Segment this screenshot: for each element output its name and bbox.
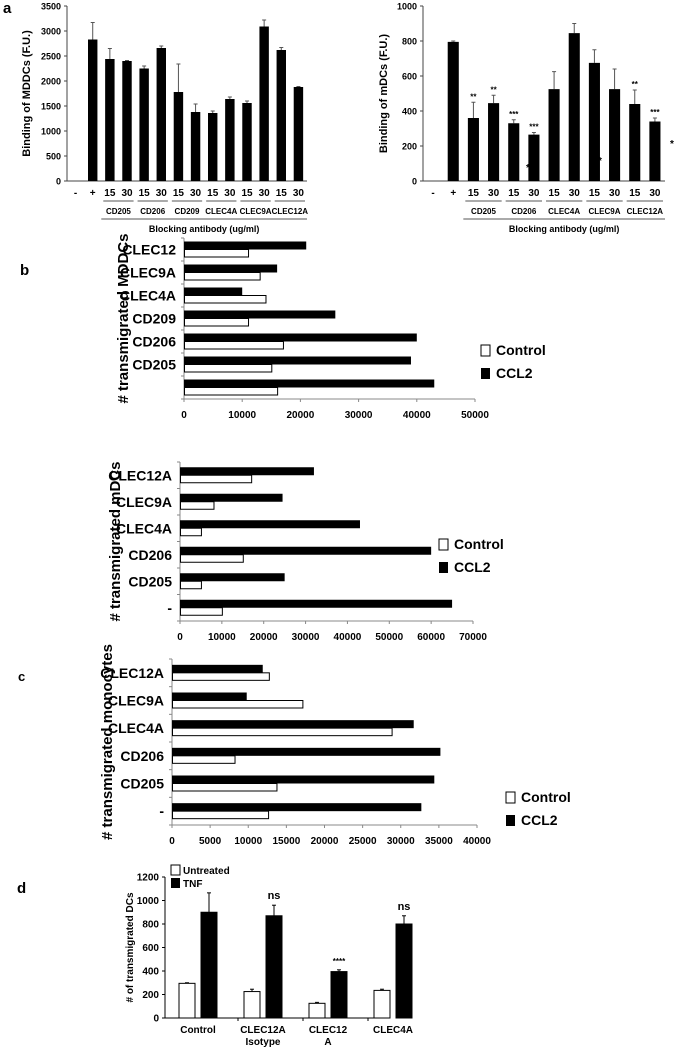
- category-label: CLEC9A: [119, 264, 176, 281]
- category-label: CLEC12A: [240, 1025, 286, 1036]
- bar-tnf: [396, 924, 412, 1018]
- bar: [609, 89, 620, 181]
- bar: [649, 122, 660, 182]
- bar: [277, 50, 286, 181]
- panel-letter-b: b: [20, 262, 30, 279]
- legend-label-ccl2: CCL2: [454, 559, 491, 575]
- category-label: -: [167, 599, 172, 616]
- x-tick-label: 15: [467, 188, 479, 199]
- legend-label-untreated: Untreated: [183, 866, 230, 877]
- x-tick-label: 5000: [199, 836, 222, 847]
- bar-ccl2: [180, 467, 314, 475]
- bar-ccl2: [172, 720, 414, 728]
- bar-ccl2: [180, 573, 285, 581]
- category-label: CD209: [132, 310, 176, 327]
- bar: [528, 135, 539, 181]
- legend-swatch-untreated: [171, 865, 180, 875]
- bar-ccl2: [172, 776, 434, 784]
- legend-swatch-tnf: [171, 878, 180, 888]
- bar-ccl2: [172, 693, 247, 701]
- stray-asterisk: *: [598, 156, 602, 167]
- x-tick-label: 30: [609, 188, 621, 199]
- x-tick-label: 30: [121, 188, 133, 199]
- y-tick-label: 200: [401, 141, 417, 152]
- x-tick-label: 30: [224, 188, 236, 199]
- x-tick-label: +: [450, 188, 457, 199]
- x-tick-label: 10000: [228, 410, 257, 421]
- y-tick-label: 0: [153, 1013, 159, 1025]
- bar-control: [185, 250, 249, 258]
- group-label: CLEC12A: [271, 207, 309, 216]
- y-axis-title: # transmigrated mDCs: [107, 461, 124, 622]
- bar-control: [181, 581, 202, 589]
- y-tick-label: 1500: [40, 101, 61, 112]
- bar: [88, 40, 97, 182]
- x-tick-label: 10000: [234, 836, 263, 847]
- group-label: CD205: [105, 207, 131, 216]
- bar-ccl2: [172, 748, 440, 756]
- bar-control: [173, 728, 393, 736]
- y-tick-label: 500: [45, 151, 61, 162]
- x-tick-label: 25000: [348, 836, 377, 847]
- bar: [225, 99, 234, 181]
- group-label: CD209: [174, 207, 200, 216]
- bar-ccl2: [184, 265, 277, 273]
- category-label: CLEC4A: [119, 287, 176, 304]
- group-label: CLEC4A: [205, 207, 238, 216]
- bar-tnf: [266, 916, 282, 1018]
- group-label: CLEC9A: [239, 207, 272, 216]
- y-axis-title: # transmigrated monocytes: [99, 644, 116, 840]
- bar-ccl2: [180, 520, 360, 528]
- category-label: CD206: [128, 546, 172, 563]
- x-tick-label: 30: [568, 188, 580, 199]
- category-label: CLEC12A: [108, 467, 172, 484]
- x-tick-label: 30: [649, 188, 661, 199]
- x-tick-label: 30: [258, 188, 270, 199]
- significance-label: ***: [509, 109, 519, 119]
- bar-ccl2: [184, 380, 434, 388]
- legend-swatch-control: [439, 539, 448, 550]
- x-tick-label: 40000: [463, 836, 491, 847]
- significance-label: **: [490, 85, 497, 95]
- bar-tnf: [201, 912, 217, 1018]
- bar-ccl2: [184, 242, 306, 250]
- x-tick-label: 0: [169, 836, 175, 847]
- y-tick-label: 400: [401, 106, 417, 117]
- bar-control: [173, 784, 277, 792]
- significance-label: ****: [332, 956, 346, 966]
- y-tick-label: 800: [401, 36, 417, 47]
- group-label: CD205: [471, 207, 496, 216]
- x-tick-label: 30000: [344, 410, 373, 421]
- x-tick-label: 20000: [310, 836, 339, 847]
- x-tick-label: 20000: [286, 410, 315, 421]
- x-tick-label: 70000: [459, 632, 487, 643]
- x-tick-label: 15: [629, 188, 641, 199]
- bar-control: [185, 342, 284, 350]
- bar: [208, 113, 217, 181]
- bar: [629, 104, 640, 181]
- bar-untreated: [374, 990, 390, 1018]
- bar: [105, 59, 114, 181]
- x-tick-label: -: [73, 188, 78, 199]
- x-tick-label: 15: [207, 188, 219, 199]
- bar-control: [181, 608, 223, 616]
- bar-control: [173, 756, 236, 764]
- x-tick-label: 30: [488, 188, 500, 199]
- x-tick-label: 0: [177, 632, 183, 643]
- bar: [174, 92, 183, 181]
- bar-ccl2: [184, 357, 411, 365]
- bar-control: [185, 319, 249, 327]
- y-axis-title: Binding of mDCs (F.U.): [378, 33, 390, 154]
- bar-ccl2: [172, 665, 263, 673]
- legend-label-control: Control: [496, 342, 546, 358]
- bar-ccl2: [180, 547, 431, 555]
- x-tick-label: 20000: [249, 632, 278, 643]
- stray-asterisk: *: [670, 139, 674, 150]
- x-tick-label: 35000: [424, 836, 453, 847]
- legend-swatch-control: [481, 345, 490, 356]
- chart-transmigrated-mddcs: [0, 233, 620, 440]
- y-axis-title: Binding of MDDCs (F.U.): [21, 30, 33, 157]
- x-axis-title: Blocking antibody (ug/ml): [508, 224, 620, 234]
- bar-control: [173, 701, 303, 709]
- bar-control: [185, 273, 261, 281]
- category-label: A: [324, 1037, 332, 1048]
- bar-control: [185, 365, 272, 373]
- bar-untreated: [179, 983, 195, 1018]
- bar: [242, 103, 251, 181]
- category-label: CLEC12: [122, 241, 176, 258]
- bar-ccl2: [180, 494, 283, 502]
- x-tick-label: 30: [528, 188, 540, 199]
- category-label: CD205: [120, 775, 164, 792]
- panel-letter-a: a: [3, 0, 12, 17]
- significance-label: **: [631, 80, 638, 89]
- bar-untreated: [309, 1003, 325, 1018]
- x-tick-label: 15000: [272, 836, 301, 847]
- group-label: CD206: [511, 207, 537, 216]
- x-tick-label: 15: [172, 188, 184, 199]
- x-tick-label: 15: [138, 188, 150, 199]
- y-tick-label: 800: [142, 919, 159, 931]
- chart-mddc-binding: [0, 0, 340, 234]
- group-label: CLEC9A: [588, 207, 621, 216]
- y-tick-label: 3000: [40, 26, 61, 37]
- bar: [259, 27, 268, 182]
- bar-control: [185, 388, 278, 396]
- bar-tnf: [331, 972, 347, 1018]
- chart-transmigrated-dcs: [0, 860, 414, 1049]
- x-tick-label: 40000: [333, 632, 362, 643]
- category-label: CLEC4A: [372, 1025, 414, 1036]
- legend-label-control: Control: [454, 536, 504, 552]
- category-label: Control: [180, 1025, 216, 1036]
- significance-label: ***: [650, 108, 660, 117]
- category-label: CD205: [132, 356, 176, 373]
- stray-asterisk: *: [526, 163, 530, 174]
- bar: [191, 112, 200, 181]
- bar-ccl2: [184, 288, 242, 296]
- y-tick-label: 2000: [40, 76, 61, 87]
- chart-transmigrated-mdcs: [0, 450, 620, 655]
- bar: [549, 89, 560, 181]
- bar: [468, 118, 479, 181]
- category-label: Isotype: [245, 1037, 281, 1048]
- y-tick-label: 600: [142, 943, 159, 954]
- x-tick-label: 15: [275, 188, 287, 199]
- x-tick-label: 0: [181, 410, 187, 421]
- x-tick-label: 50000: [461, 410, 489, 421]
- bar-control: [185, 296, 266, 304]
- x-tick-label: +: [89, 188, 96, 199]
- bar: [139, 69, 148, 182]
- category-label: CD206: [120, 747, 164, 764]
- legend-swatch-ccl2: [506, 815, 515, 826]
- bar: [569, 33, 580, 181]
- y-tick-label: 0: [411, 176, 417, 187]
- bar: [122, 61, 131, 181]
- group-label: CD206: [140, 207, 166, 216]
- category-label: CLEC4A: [107, 720, 164, 737]
- x-tick-label: -: [431, 188, 435, 199]
- y-tick-label: 400: [142, 966, 159, 978]
- category-label: CLEC12A: [100, 664, 164, 681]
- panel-letter-c: c: [18, 669, 26, 684]
- bar-control: [173, 811, 269, 819]
- bar: [508, 123, 519, 181]
- bar: [294, 87, 303, 181]
- panel-letter-d: d: [17, 880, 27, 897]
- bar-ccl2: [184, 334, 417, 342]
- bar-control: [181, 475, 252, 483]
- chart-mdc-binding: [340, 0, 675, 234]
- bar: [488, 103, 499, 181]
- group-label: CLEC4A: [548, 207, 581, 216]
- significance-label: **: [470, 92, 477, 102]
- bar-control: [173, 673, 270, 681]
- bar-ccl2: [184, 311, 335, 319]
- legend-label-ccl2: CCL2: [521, 812, 558, 828]
- x-tick-label: 15: [548, 188, 560, 199]
- legend-label-ccl2: CCL2: [496, 365, 533, 381]
- y-tick-label: 600: [401, 71, 417, 82]
- x-tick-label: 30: [190, 188, 202, 199]
- x-tick-label: 30000: [386, 836, 415, 847]
- bar-control: [181, 502, 214, 510]
- x-tick-label: 60000: [417, 632, 446, 643]
- category-label: CLEC4A: [115, 520, 172, 537]
- x-tick-label: 15: [241, 188, 253, 199]
- bar-ccl2: [172, 803, 421, 811]
- chart-transmigrated-monocytes: [0, 644, 640, 860]
- x-tick-label: 10000: [207, 632, 236, 643]
- legend-swatch-ccl2: [481, 368, 490, 379]
- category-label: CD206: [132, 333, 176, 350]
- legend-label-control: Control: [521, 789, 571, 805]
- x-tick-label: 50000: [375, 632, 404, 643]
- stray-asterisk: *: [594, 152, 598, 163]
- y-tick-label: 0: [55, 176, 61, 187]
- legend-swatch-control: [506, 792, 515, 803]
- x-tick-label: 15: [104, 188, 116, 199]
- category-label: -: [159, 803, 164, 820]
- bar: [448, 42, 459, 181]
- y-tick-label: 2500: [40, 51, 61, 62]
- x-tick-label: 30000: [291, 632, 320, 643]
- y-axis-title: # of transmigrated DCs: [125, 892, 136, 1003]
- y-tick-label: 1000: [40, 126, 61, 137]
- bar-control: [181, 555, 244, 563]
- bar-control: [181, 528, 202, 536]
- x-tick-label: 30: [292, 188, 304, 199]
- y-tick-label: 1000: [136, 896, 159, 907]
- legend-label-tnf: TNF: [183, 879, 203, 890]
- significance-label: ns: [397, 900, 411, 913]
- y-tick-label: 200: [142, 990, 159, 1001]
- x-tick-label: 15: [508, 188, 520, 199]
- y-tick-label: 3500: [40, 1, 61, 12]
- y-tick-label: 1000: [396, 1, 417, 12]
- x-axis-title: Blocking antibody (ug/ml): [148, 224, 260, 234]
- y-tick-label: 1200: [136, 872, 159, 884]
- category-label: CLEC9A: [107, 692, 164, 709]
- category-label: CD205: [128, 573, 172, 590]
- y-axis-title: # transmigrated MDDCs: [115, 233, 132, 404]
- bar-untreated: [244, 992, 260, 1018]
- significance-label: ***: [529, 122, 539, 132]
- category-label: CLEC9A: [115, 493, 172, 510]
- x-tick-label: 15: [588, 188, 600, 199]
- bar-ccl2: [180, 600, 452, 608]
- legend-swatch-ccl2: [439, 562, 448, 573]
- x-tick-label: 30: [155, 188, 167, 199]
- category-label: CLEC12: [308, 1025, 348, 1036]
- significance-label: ns: [267, 890, 281, 903]
- group-label: CLEC12A: [626, 207, 664, 216]
- x-tick-label: 40000: [402, 410, 431, 421]
- bar: [157, 48, 166, 181]
